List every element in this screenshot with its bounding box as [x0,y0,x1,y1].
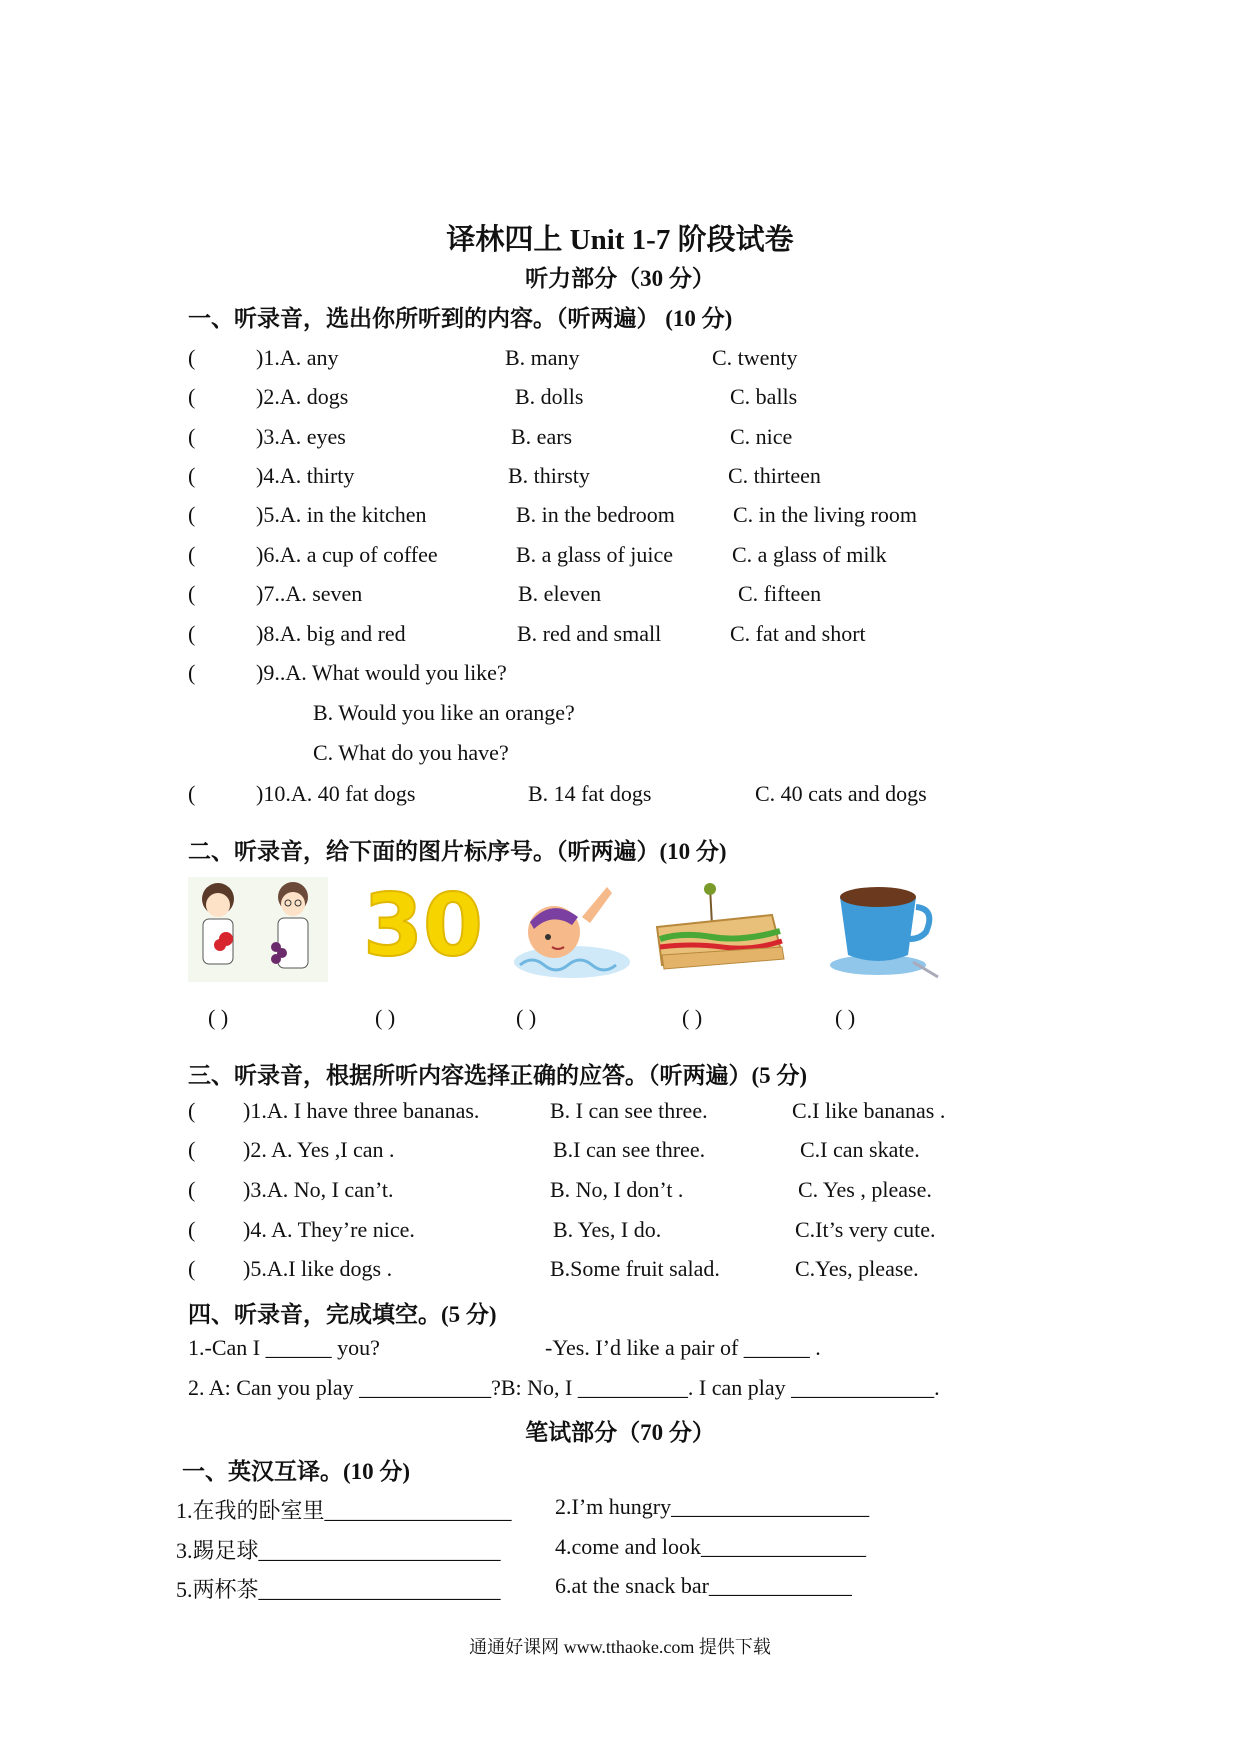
option-b: B. Would you like an orange? [313,700,575,725]
answer-paren: ( [188,1217,196,1242]
option-c: C.Yes, please. [795,1256,919,1281]
question-item-4: )4.A. thirty [256,463,355,488]
response-item-4: )4. A. They’re nice. [243,1217,415,1242]
answer-paren: ( [188,1177,196,1202]
option-c: C. nice [730,424,793,449]
translate-item: 3.踢足球______________________ [176,1538,501,1563]
option-c: C. in the living room [733,502,917,527]
option-b: B. eleven [518,581,602,606]
picture-answer-blank: ( ) [516,1005,537,1030]
coffee-cup-picture [828,877,943,982]
option-b: B. dolls [515,384,584,409]
section4-heading: 四、听录音，完成填空。(5 分) [188,1302,497,1327]
option-c: C. What do you have? [313,740,509,765]
picture-answer-blank: ( ) [682,1005,703,1030]
answer-paren: ( [188,345,196,370]
option-c: C. fifteen [738,581,822,606]
question-item-9: )9..A. What would you like? [256,660,507,685]
answer-paren: ( [188,1137,196,1162]
answer-paren: ( [188,1098,196,1123]
question-item-8: )8.A. big and red [256,621,406,646]
option-b: B. Yes, I do. [553,1217,662,1242]
footer: 通通好课网 www.tthaoke.com 提供下载 [469,1637,771,1657]
answer-paren: ( [188,384,196,409]
option-c: C.I can skate. [800,1137,920,1162]
page-title: 译林四上 Unit 1-7 阶段试卷 [446,224,794,256]
response-item-1: )1.A. I have three bananas. [243,1098,480,1123]
translate-item: 2.I’m hungry__________________ [555,1494,870,1519]
translate-item: 6.at the snack bar_____________ [555,1573,852,1598]
translate-item: 1.在我的卧室里_________________ [176,1498,512,1523]
answer-paren: ( [188,502,196,527]
fill-line-1b: -Yes. I’d like a pair of ______ . [545,1335,821,1360]
answer-paren: ( [188,424,196,449]
question-item-2: )2.A. dogs [256,384,349,409]
listening-header: 听力部分（30 分） [525,266,715,291]
section1-heading: 一、听录音，选出你所听到的内容。（听两遍） (10 分) [188,306,733,331]
option-b: B.I can see three. [553,1137,706,1162]
response-item-3: )3.A. No, I can’t. [243,1177,394,1202]
option-b: B. I can see three. [550,1098,708,1123]
option-c: C. 40 cats and dogs [755,781,927,806]
answer-paren: ( [188,621,196,646]
answer-paren: ( [188,1256,196,1281]
question-item-3: )3.A. eyes [256,424,346,449]
option-c: C. Yes , please. [798,1177,932,1202]
response-item-2: )2. A. Yes ,I can . [243,1137,395,1162]
picture-answer-blank: ( ) [835,1005,856,1030]
option-b: B. No, I don’t . [550,1177,684,1202]
question-item-10: )10.A. 40 fat dogs [256,781,416,806]
picture-answer-blank: ( ) [208,1005,229,1030]
section2-heading: 二、听录音，给下面的图片标序号。（听两遍）(10 分) [188,839,727,864]
option-b: B. many [505,345,580,370]
kids-fruit-picture [188,877,328,982]
option-c: C. fat and short [730,621,866,646]
option-b: B. a glass of juice [516,542,674,567]
written-section1-heading: 一、英汉互译。(10 分) [182,1459,411,1484]
option-b: B.Some fruit salad. [550,1256,720,1281]
option-c: C.I like bananas . [792,1098,946,1123]
option-b: B. thirsty [508,463,590,488]
question-item-6: )6.A. a cup of coffee [256,542,438,567]
question-item-1: )1.A. any [256,345,339,370]
option-b: B. 14 fat dogs [528,781,652,806]
answer-paren: ( [188,660,196,685]
thirty-text: 30 [363,876,483,976]
option-c: C. thirteen [728,463,821,488]
translate-item: 4.come and look_______________ [555,1534,867,1559]
fill-line-1a: 1.-Can I ______ you? [188,1335,380,1360]
answer-paren: ( [188,463,196,488]
written-header: 笔试部分（70 分） [525,1420,715,1445]
question-item-7: )7..A. seven [256,581,363,606]
option-c: C. twenty [712,345,798,370]
option-b: B. in the bedroom [516,502,675,527]
answer-paren: ( [188,581,196,606]
section3-heading: 三、听录音，根据所听内容选择正确的应答。（听两遍）(5 分) [188,1063,808,1088]
fill-line-2: 2. A: Can you play ____________?B: No, I __________. I can play _____________. [188,1375,940,1400]
option-c: C. a glass of milk [732,542,887,567]
picture-answer-blank: ( ) [375,1005,396,1030]
option-b: B. ears [511,424,573,449]
answer-paren: ( [188,542,196,567]
swimming-picture [512,877,632,982]
answer-paren: ( [188,781,196,806]
option-c: C.It’s very cute. [795,1217,936,1242]
option-c: C. balls [730,384,798,409]
response-item-5: )5.A.I like dogs . [243,1256,393,1281]
translate-item: 5.两杯茶______________________ [176,1577,501,1602]
option-b: B. red and small [517,621,662,646]
sandwich-picture [652,877,787,982]
question-item-5: )5.A. in the kitchen [256,502,427,527]
number-thirty-picture [363,876,483,976]
